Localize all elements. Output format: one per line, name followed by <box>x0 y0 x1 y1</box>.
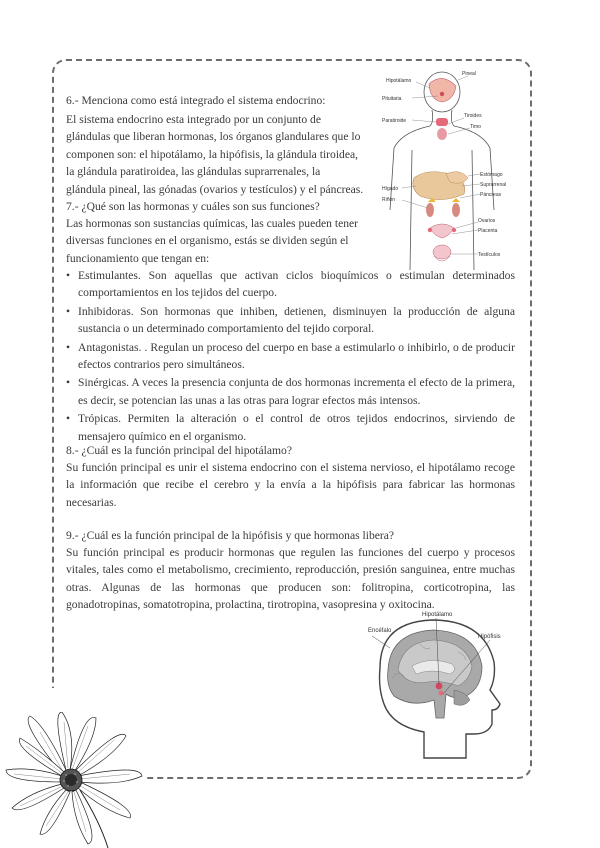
q6-answer-line: componen son: el hipotálamo, la hipófisis, la glándula tiroidea, <box>66 147 359 161</box>
label-hipofisis: Hipófisis <box>478 634 501 640</box>
q6-answer-line: la glándula paratiroidea, las glándulas suprarrenales, la <box>66 165 321 179</box>
q6-answer <box>66 111 366 198</box>
list-item <box>66 339 515 374</box>
label-pituitaria: Pituitaria <box>382 96 402 102</box>
q7-answer <box>66 215 366 267</box>
q7-answer-line: diversas funciones en el organismo, estás se dividen según el <box>66 234 349 248</box>
q8-answer: Su función principal es unir el sistema endocrino con el sistema nervioso, el hipotálamo recoge la información que recibe el cerebro y la envía a la hipófisis para fabricar las hormonas necesarias. <box>66 461 515 509</box>
list-item-text: Estimulantes. Son aquellas que activan ciclos bioquímicos o estimulan determinados comportamientos en los tejidos del cuerpo. <box>78 269 515 300</box>
q7-answer-line: funcionamiento que tengan en: <box>66 251 210 265</box>
label-estomago: Estómago <box>480 172 503 178</box>
label-rinon: Riñón <box>382 197 396 203</box>
q7-answer-line: Las hormonas son sustancias químicas, las cuales pueden tener <box>66 217 359 230</box>
label-pancreas: Páncreas <box>480 192 502 198</box>
q8-question: 8.- ¿Cuál es la función principal del hipotálamo? <box>66 444 293 457</box>
label-suprarrenal: Suprarrenal <box>480 182 507 188</box>
q6-answer-line: El sistema endocrino esta integrado por un conjunto de <box>66 113 321 126</box>
label-paratiroide: Paratiroide <box>382 118 407 124</box>
endocrine-system-illustration <box>372 70 522 270</box>
label-hipotalamo: Hipotálamo <box>386 78 412 84</box>
q7-question: 7.- ¿Qué son las hormonas y cuáles son sus funciones? <box>66 200 320 213</box>
bullet-icon: • <box>66 412 71 426</box>
bullet-icon: • <box>66 376 71 390</box>
list-item-text: Sinérgicas. A veces la presencia conjunta de dos hormonas incrementa el efecto de la primera, es decir, se potencian las unas a las otras para lograr efectos más intensos. <box>78 376 515 407</box>
label-pineal: Pineal <box>462 71 476 77</box>
list-item-text: Inhibidoras. Son hormonas que inhiben, detienen, disminuyen la producción de alguna sustancia o un determinado comportamiento del tejido corporal. <box>78 304 515 336</box>
label-timo: Timo <box>470 124 481 130</box>
bullet-icon: • <box>66 304 71 318</box>
q6-answer-line: glándulas que liberan hormonas, los órganos glandulares que lo <box>66 130 361 144</box>
label-higado: Hígado <box>382 186 399 192</box>
label-encefalo: Encéfalo <box>368 628 392 634</box>
bullet-icon: • <box>66 269 71 282</box>
list-item <box>66 410 515 445</box>
bullet-icon: • <box>66 340 71 354</box>
label-testiculos: Testículos <box>478 252 501 258</box>
label-hipotalamo-brain: Hipotálamo <box>422 612 453 618</box>
flower-icon <box>0 712 150 848</box>
q9-question: 9.- ¿Cuál es la función principal de la hipófisis y que hormonas libera? <box>66 529 395 542</box>
label-placenta: Placenta <box>478 228 498 234</box>
list-item <box>66 303 515 338</box>
list-item-text: Antagonistas. . Regulan un proceso del cuerpo en base a estimularlo o inhibirlo, o de producir efectos contrarios pero simultáneos. <box>78 340 515 372</box>
list-item-text: Trópicas. Permiten la alteración o el control de otros tejidos endocrinos, sirviendo de mensajero químico en el organismo. <box>78 412 515 443</box>
label-tiroides: Tiroides <box>464 113 482 119</box>
list-item <box>66 267 515 302</box>
q6-answer-line: glándula pineal, las gónadas (ovarios y testículos) y el páncreas. <box>66 182 364 196</box>
q9-answer: Su función principal es producir hormonas que regulen las funciones del cuerpo y procesos vitales, tales como el metabolismo, crecimiento, reproducción, presión sanguinea, entre muchas otras. Algunas de las hormonas que producen son: folitropina, corticotropina, las gonadotropinas, somatotropina, prolactina, tirotropina, vasopresina y oxitocina. <box>66 546 515 612</box>
brain-hypothalamus-illustration <box>362 608 518 766</box>
hormone-types-list <box>66 267 515 446</box>
label-ovarios: Ovarios <box>478 218 496 224</box>
list-item <box>66 374 515 409</box>
q6-question: 6.- Menciona como está integrado el sistema endocrino: <box>66 94 326 107</box>
